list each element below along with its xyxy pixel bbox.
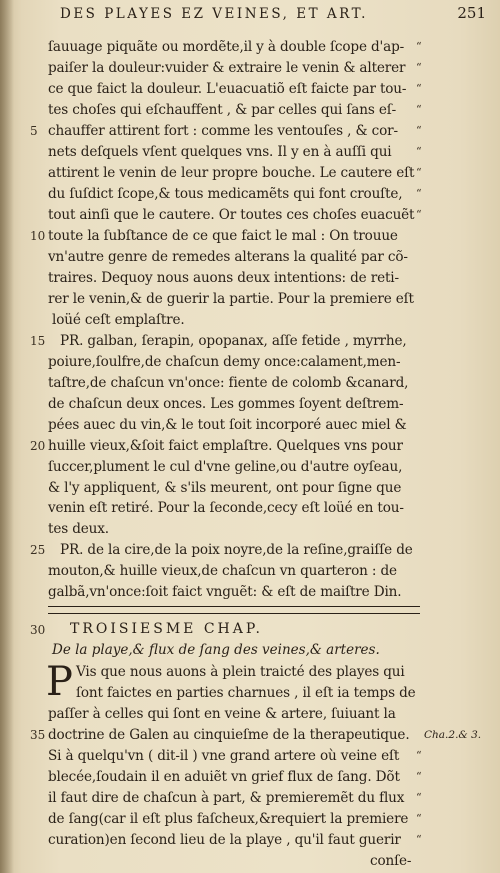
- text-line: ſauuage piquãte ou mordẽte,il y à double ſcope d'ap-: [48, 39, 405, 56]
- text-line: nets deſquels vſent quelques vns. Il y en à auſſi qui: [48, 144, 392, 160]
- line-number: 30: [30, 623, 46, 638]
- quotation-mark: “: [416, 207, 422, 221]
- text-line: attirent le venin de leur propre bouche. Le cautere eſt: [48, 165, 415, 181]
- text-line: tout ainſi que le cautere. Or toutes ces choſes euacuẽt: [48, 206, 415, 223]
- text-line: tes choſes qui eſchauffent , & par celles qui ſans eſ-: [48, 102, 397, 119]
- text-line: il faut dire de chaſcun à part, & premieremẽt du flux: [48, 790, 405, 807]
- text-line: pées auec du vin,& le tout ſoit incorporé auec miel &: [48, 416, 407, 433]
- quotation-mark: “: [416, 791, 422, 805]
- line-number: 20: [30, 438, 46, 453]
- text-line: du ſuſdict ſcope,& tous medicamẽts qui font crouſte,: [48, 186, 403, 202]
- text-line: traires. Dequoy nous auons deux intentions: de reti-: [48, 269, 399, 286]
- text-line: huille vieux,&ſoit faict emplaſtre. Quelques vns pour: [48, 437, 403, 454]
- quotation-mark: “: [416, 103, 422, 117]
- text-line: de chaſcun deux onces. Les gommes ſoyent deſtrem-: [48, 395, 404, 412]
- text-line: loüé ceſt emplaſtre.: [52, 311, 185, 328]
- text-line: Si à quelqu'vn ( dit-il ) vne grand artere où veine eſt: [48, 748, 400, 765]
- page-number: 251: [457, 4, 486, 22]
- line-number: 10: [30, 228, 46, 243]
- quotation-mark: “: [416, 770, 422, 784]
- text-line: ſont faictes en parties charnues , il eſt ia temps de: [76, 685, 416, 702]
- text-line: vn'autre genre de remedes alterans la qualité par cõ-: [48, 248, 408, 265]
- text-line: paſſer à celles qui ſont en veine & artere, ſuiuant la: [48, 706, 396, 723]
- quotation-mark: “: [416, 82, 422, 96]
- recipe-line: PR. de la cire,de la poix noyre,de la reſine,graiſſe de: [60, 542, 413, 559]
- text-line: ce que faict la douleur. L'euacuatiõ eſt faicte par tou-: [48, 81, 407, 98]
- quotation-mark: “: [416, 833, 422, 846]
- text-line: mouton,& huille vieux,de chaſcun vn quarteron : de: [48, 563, 397, 580]
- text-line: Vis que nous auons à plein traicté des playes qui: [76, 664, 405, 681]
- quotation-mark: “: [416, 166, 422, 179]
- section-rule: [48, 606, 420, 614]
- text-line: doctrine de Galen au cinquieſme de la therapeutique.: [48, 727, 410, 744]
- quotation-mark: “: [416, 145, 422, 158]
- line-number: 25: [30, 543, 46, 558]
- line-number: 5: [30, 124, 38, 139]
- recipe-line: PR. galban, ſerapin, opopanax, aſſe fetide , myrrhe,: [60, 332, 407, 349]
- text-line: curation)en ſecond lieu de la playe , qu'il faut guerir: [48, 832, 401, 848]
- running-head-title: DES PLAYES EZ VEINES, ET ART.: [60, 6, 368, 22]
- text-line: rer le venin,& de guerir la partie. Pour la premiere eſt: [48, 290, 414, 307]
- text-line: chauffer attirent fort : comme les ventouſes , & cor-: [48, 123, 398, 140]
- text-line: galbã,vn'once:ſoit faict vnguẽt: & eſt de maiſtre Din.: [48, 584, 402, 601]
- text-line: tes deux.: [48, 521, 109, 538]
- quotation-mark: “: [416, 812, 422, 826]
- text-line: taſtre,de chaſcun vn'once: fiente de colomb &canard,: [48, 374, 409, 391]
- running-head: [60, 4, 490, 26]
- catchword: conſe-: [370, 853, 412, 869]
- text-line: ſuccer,plument le cul d'vne geline,ou d'autre oyſeau,: [48, 458, 403, 475]
- quotation-mark: “: [416, 187, 422, 200]
- line-number: 15: [30, 333, 46, 348]
- line-number: 35: [30, 728, 46, 743]
- text-line: paiſer la douleur:vuider & extraire le venin & alterer: [48, 60, 406, 77]
- chapter-subtitle: De la playe,& flux de ſang des veines,& arteres.: [52, 641, 380, 658]
- chapter-heading: TROISIESME CHAP.: [70, 620, 263, 637]
- quotation-mark: “: [416, 40, 422, 54]
- text-line: venin eſt retiré. Pour la ſeconde,cecy eſt loüé en tou-: [48, 500, 404, 517]
- text-line: poiure,ſoulfre,de chaſcun demy once:calament,men-: [48, 353, 401, 370]
- quotation-mark: “: [416, 749, 422, 763]
- drop-cap: P: [46, 659, 73, 706]
- gutter-shadow: [0, 0, 14, 873]
- quotation-mark: “: [416, 61, 422, 75]
- text-line: de ſang(car il eſt plus faſcheux,&requiert la premiere: [48, 811, 409, 828]
- text-line: toute la ſubſtance de ce que faict le mal : On trouue: [48, 227, 398, 244]
- margin-reference: Cha.2.& 3.: [424, 729, 482, 742]
- text-line: & l'y appliquent, & s'ils meurent, ont pour ſigne que: [48, 479, 402, 496]
- quotation-mark: “: [416, 124, 422, 138]
- text-line: blecée,ſoudain il en aduiẽt vn grief flux de ſang. Dõt: [48, 769, 400, 786]
